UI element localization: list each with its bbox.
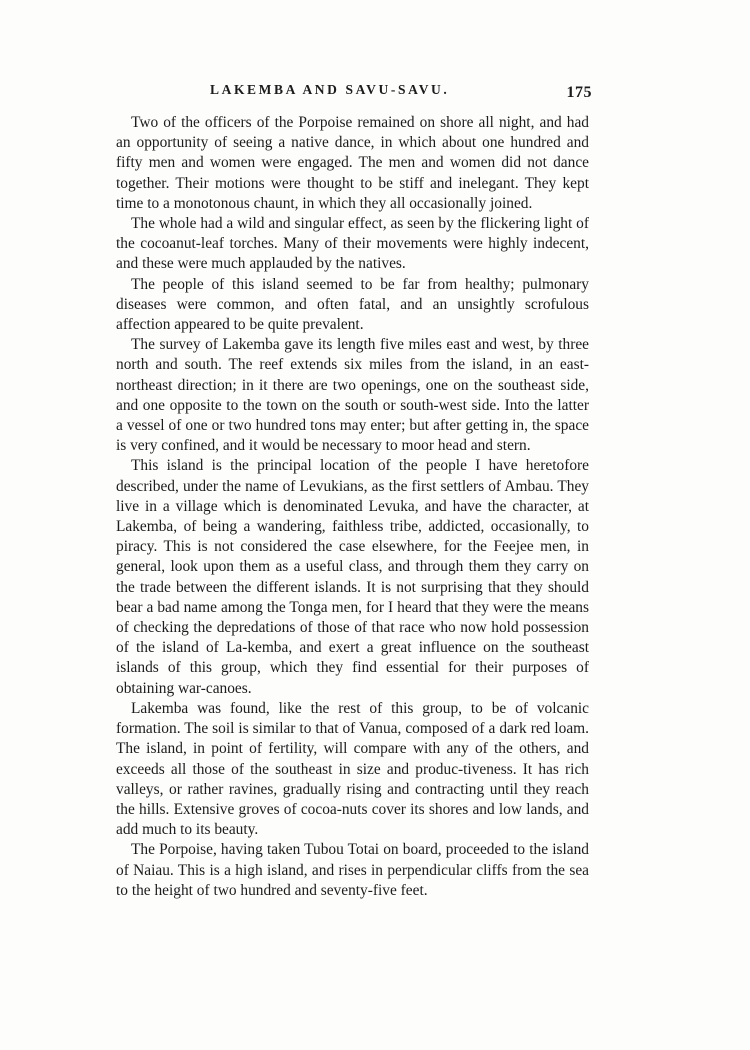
page-number: 175 (566, 84, 592, 101)
paragraph-survey: The survey of Lakemba gave its length five miles east and west, by three north and south. The reef extends six miles from the island, in an east-northeast direction; in it there are two openings, one on the southeast side, and one opposite to the town on the south or south-west side. Into the latter a vessel of one or two hundred tons may enter; but after getting in, the space is very confined, and it would be necessary to moor head and stern. (116, 336, 589, 455)
paragraph-night-dance: Two of the officers of the Porpoise remained on shore all night, and had an opportunity of seeing a native dance, in which about one hundred and fifty men and women were engaged. The men and women did not dance together. Their motions were thought to be stiff and inelegant. They kept time to a monotonous chaunt, in which they all occasionally joined. (116, 114, 589, 212)
running-title: LAKEMBA AND SAVU-SAVU. (210, 82, 450, 97)
paragraph-naiau: The Porpoise, having taken Tubou Totai on board, proceeded to the island of Naiau. This is a high island, and rises in perpendicular cliffs from the sea to the height of two hundred and seventy-five feet. (116, 841, 589, 899)
running-header (118, 80, 598, 104)
paragraph-health: The people of this island seemed to be far from healthy; pulmonary diseases were common, and often fatal, and an unsightly scrofulous affection appeared to be quite prevalent. (116, 275, 589, 334)
paragraph-geology: Lakemba was found, like the rest of this group, to be of volcanic formation. The soil is similar to that of Vanua, composed of a dark red loam. The island, in point of fertility, will compare with any of the others, and exceeds all those of the southeast in size and produc-tiveness. It has rich valleys, or rather ravines, gradually rising and contracting until they reach the hills. Extensive groves of cocoa-nuts cover its shores and low lands, and add much to its beauty. (116, 699, 589, 839)
paragraph-levukians: This island is the principal location of the people I have heretofore described, under the name of Levukians, as the first settlers of Ambau. They live in a village which is denominated Levuka, and have the character, at Lakemba, of being a wandering, faithless tribe, addicted, occasionally, to piracy. This is not considered the case elsewhere, for the Feejee men, in general, look upon them as a useful class, and through them they carry on the trade between the different islands. It is not surprising that they should bear a bad name among the Tonga men, for I heard that they were the means of checking the depredations of those of that race who now hold possession of the island of La-kemba, and exert a great influence on the southeast islands of this group, which they find essential for their purposes of obtaining war-canoes. (116, 457, 589, 697)
paragraph-torchlight: The whole had a wild and singular effect, as seen by the flickering light of the cocoanut-leaf torches. Many of their movements were highly indecent, and these were much applauded by the natives. (116, 215, 589, 273)
body-text (116, 113, 589, 901)
